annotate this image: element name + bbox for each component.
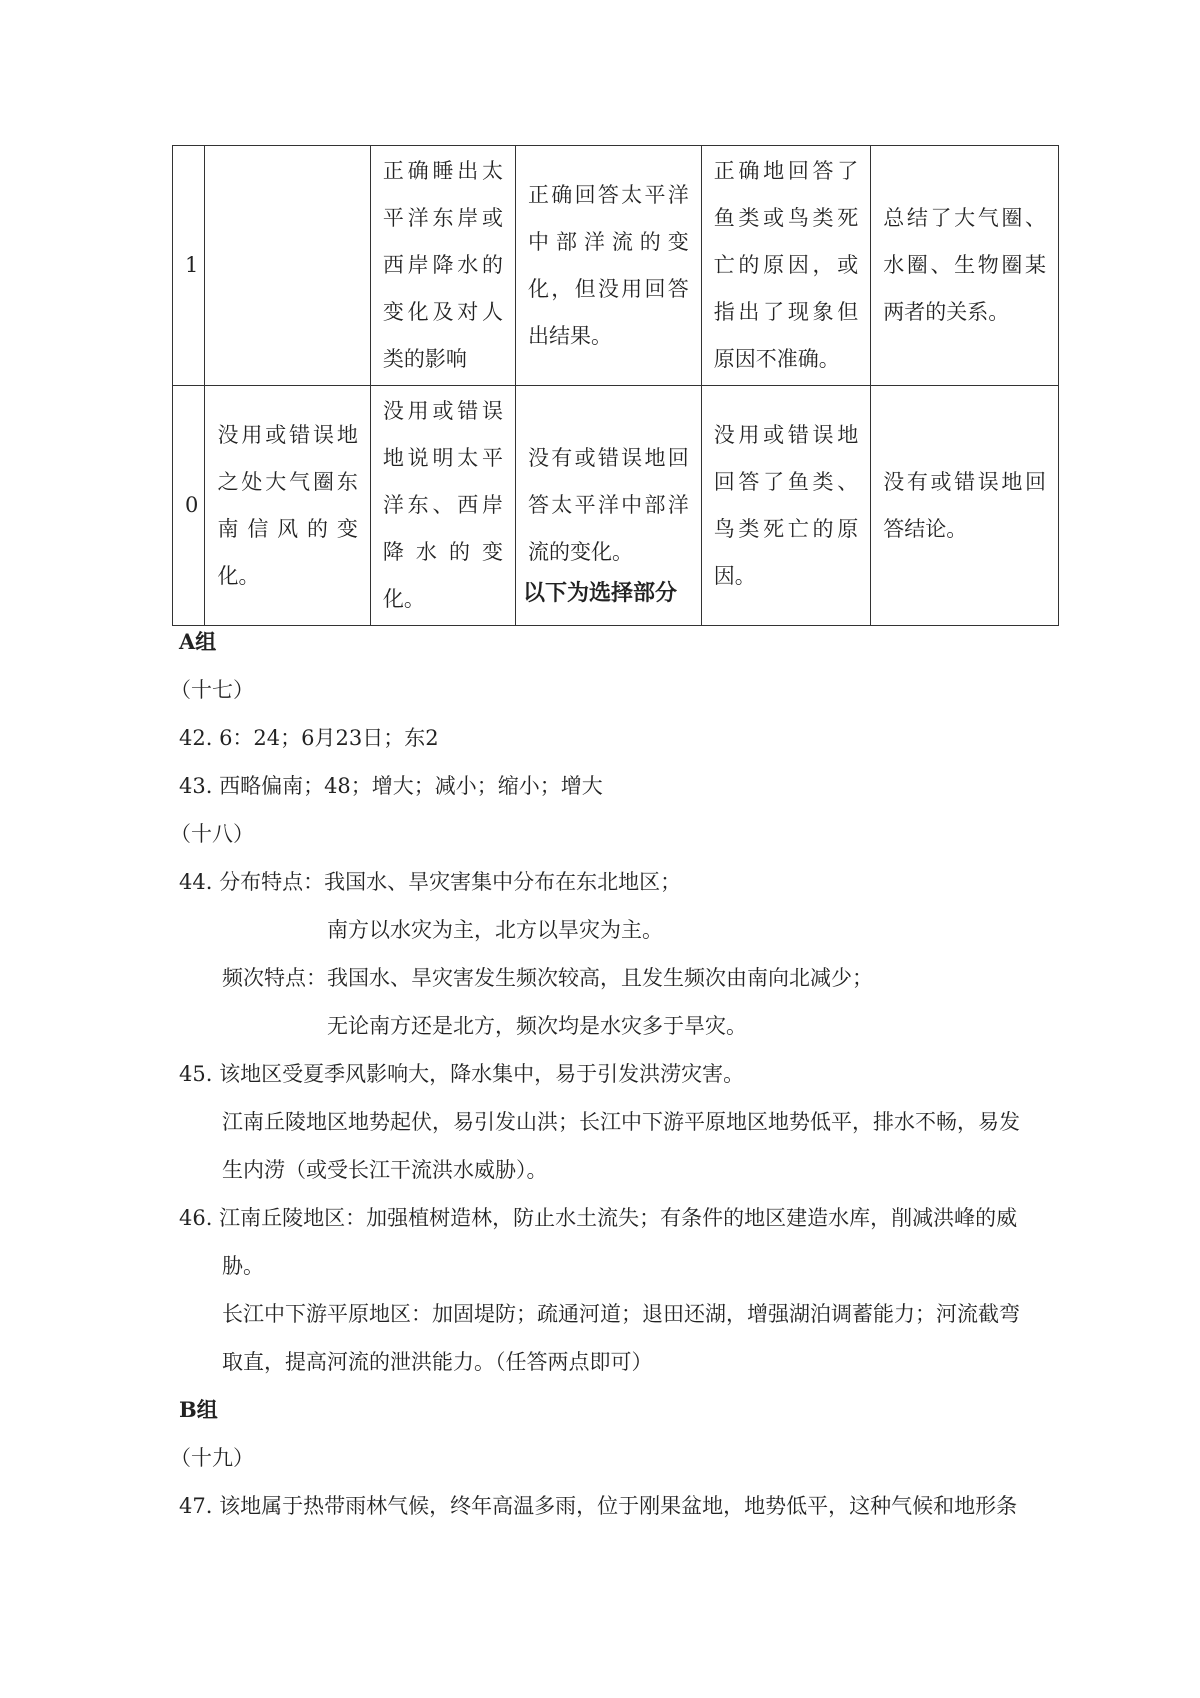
answer-46-line: 取直，提高河流的泄洪能力。（任答两点即可） xyxy=(222,1350,653,1374)
answer-44-line: 南方以水灾为主，北方以旱灾为主。 xyxy=(327,918,663,942)
score-cell: 1 xyxy=(173,146,205,386)
table-cell: 没用或错误地回答了鱼类、鸟类死亡的原因。 xyxy=(701,386,870,626)
answer-46-line: 长江中下游平原地区：加固堤防；疏通河道；退田还湖，增强湖泊调蓄能力；河流截弯 xyxy=(222,1302,1020,1326)
answer-44-line: 44. 分布特点：我国水、旱灾害集中分布在东北地区； xyxy=(179,870,682,894)
question-group-number: （十八） xyxy=(170,822,254,846)
answer-43: 43. 西略偏南；48；增大；减小；缩小；增大 xyxy=(179,774,603,798)
table-cell: 正确回答太平洋中部洋流的变化，但没用回答出结果。 xyxy=(516,146,702,386)
scoring-table xyxy=(172,145,1059,626)
table-cell: 没有或错误地回答结论。 xyxy=(871,386,1059,626)
answer-45-line: 45. 该地区受夏季风影响大，降水集中，易于引发洪涝灾害。 xyxy=(179,1062,745,1086)
table-cell: 总结了大气圈、水圈、生物圈某两者的关系。 xyxy=(871,146,1059,386)
score-cell: 0 xyxy=(173,386,205,626)
table-cell: 没用或错误地之处大气圈东南信风的变化。 xyxy=(205,386,370,626)
group-heading-a: A组 xyxy=(179,629,217,654)
question-group-number: （十七） xyxy=(170,678,254,702)
section-title: 以下为选择部分 xyxy=(522,580,677,606)
question-group-number: （十九） xyxy=(170,1446,254,1470)
answer-44-line: 频次特点：我国水、旱灾害发生频次较高，且发生频次由南向北减少； xyxy=(222,966,873,990)
table-cell: 没用或错误地说明太平洋东、西岸降水的变化。 xyxy=(370,386,515,626)
answer-46-line: 46. 江南丘陵地区：加强植树造林，防止水土流失；有条件的地区建造水库，削减洪峰的威 xyxy=(179,1206,1018,1230)
answer-46-line: 胁。 xyxy=(222,1254,264,1278)
answer-47-line: 47. 该地属于热带雨林气候，终年高温多雨，位于刚果盆地，地势低平，这种气候和地形条 xyxy=(179,1494,1018,1518)
answer-42: 42. 6：24；6月23日；东2 xyxy=(179,726,439,750)
group-heading-b: B组 xyxy=(179,1397,218,1422)
answer-45-line: 江南丘陵地区地势起伏，易引发山洪；长江中下游平原地区地势低平，排水不畅，易发 xyxy=(222,1110,1020,1134)
answer-44-line: 无论南方还是北方，频次均是水灾多于旱灾。 xyxy=(327,1014,747,1038)
answer-45-line: 生内涝（或受长江干流洪水威胁）。 xyxy=(222,1158,548,1182)
table-cell: 正确地回答了鱼类或鸟类死亡的原因，或指出了现象但原因不准确。 xyxy=(701,146,870,386)
table-row xyxy=(173,146,1059,386)
table-cell xyxy=(205,146,370,386)
table-cell: 没有或错误地回答太平洋中部洋流的变化。 xyxy=(516,386,702,626)
table-cell: 正确睡出太平洋东岸或西岸降水的变化及对人类的影响 xyxy=(370,146,515,386)
